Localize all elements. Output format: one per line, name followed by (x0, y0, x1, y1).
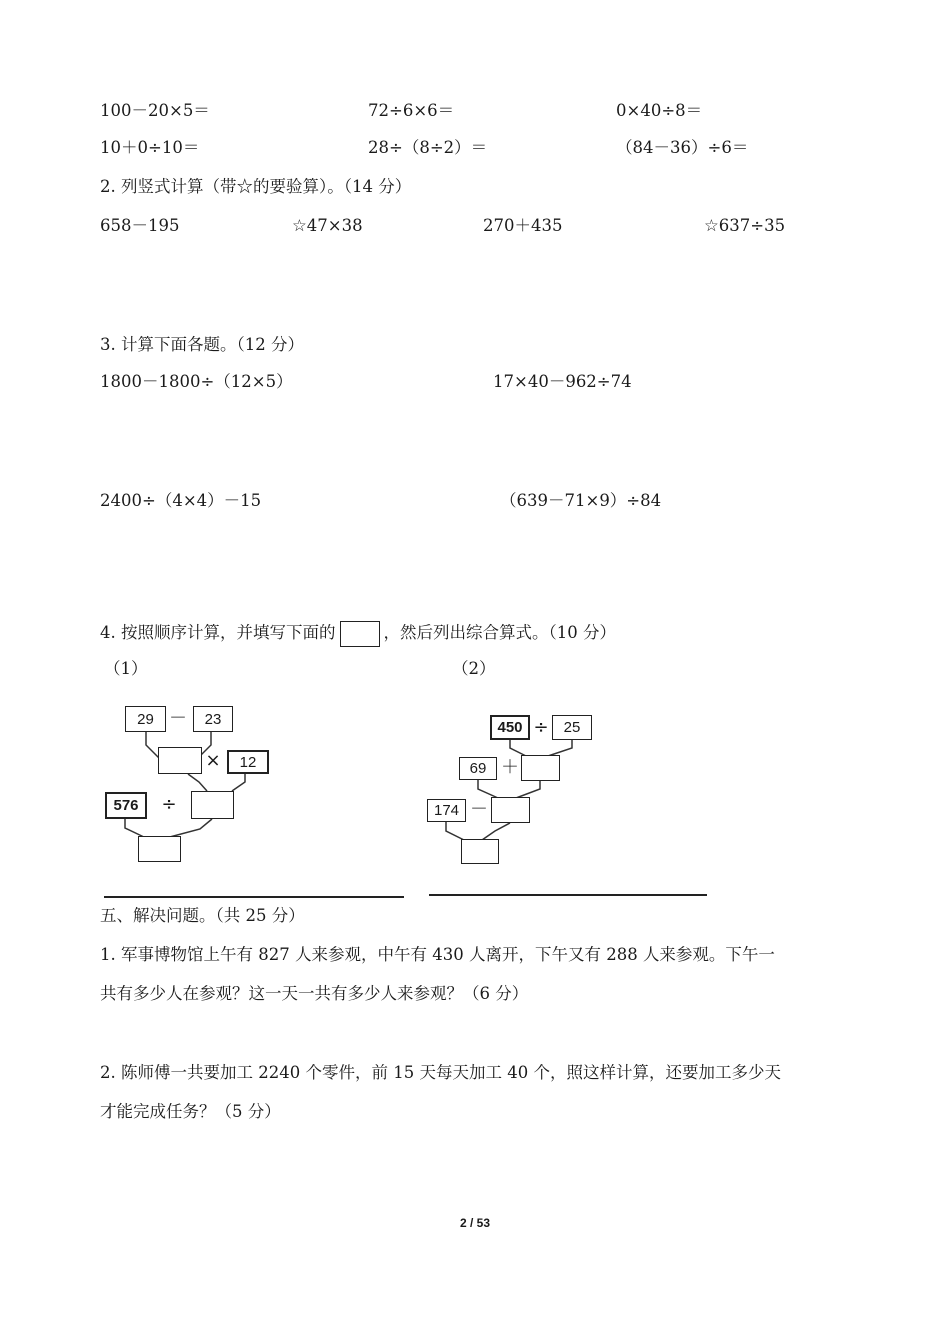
diagram2-op-divide: ÷ (533, 717, 549, 738)
problem1-line2: 共有多少人在参观？这一天一共有多少人来参观？（6 分） (100, 984, 529, 1003)
diagram1-answer-1[interactable] (158, 747, 202, 774)
q4-title-after: ，然后列出综合算式。（10 分） (383, 623, 616, 642)
oral-expr: 100－20×5＝ (100, 101, 210, 120)
problem2-line1: 2. 陈师傅一共要加工 2240 个零件，前 15 天每天加工 40 个，照这样计算，还要加工多少天 (100, 1063, 781, 1082)
q2-item: 658－195 (100, 216, 180, 235)
page-number: 2 / 53 (459, 1216, 491, 1230)
diagram1-op-times: × (205, 750, 221, 771)
q4-label-2: （2） (452, 659, 496, 678)
diagram1-box-d: 576 (105, 792, 147, 819)
diagram2-answer-1[interactable] (521, 755, 560, 781)
q4-label-1: （1） (104, 659, 148, 678)
oral-expr: 10＋0÷10＝ (100, 138, 200, 157)
diagram1-answer-2[interactable] (191, 791, 234, 819)
problem1-line1: 1. 军事博物馆上午有 827 人来参观，中午有 430 人离开，下午又有 288 人来参观。下午一 (100, 945, 775, 964)
diagram1-op-divide: ÷ (161, 794, 177, 815)
section5-title: 五、解决问题。（共 25 分） (100, 906, 305, 925)
diagram2-box-b: 25 (552, 715, 592, 740)
diagram2-box-a: 450 (490, 715, 530, 740)
diagram1-box-c: 12 (227, 750, 269, 774)
q3-title: 3. 计算下面各题。（12 分） (100, 335, 304, 354)
diagram1-op-minus: － (169, 708, 187, 729)
oral-expr: （84－36）÷6＝ (616, 138, 749, 157)
diagram2-op-plus: ＋ (501, 757, 519, 778)
q3-item: 17×40－962÷74 (493, 372, 632, 391)
q2-item: ☆637÷35 (704, 216, 786, 235)
q2-title: 2. 列竖式计算（带☆的要验算）。（14 分） (100, 177, 412, 196)
diagram2-answer-3[interactable] (461, 839, 499, 864)
diagram1-box-b: 23 (193, 706, 233, 732)
q3-item: 2400÷（4×4）－15 (100, 491, 262, 510)
q3-item: （639－71×9）÷84 (500, 491, 662, 510)
q4-title-before: 4. 按照顺序计算，并填写下面的 (100, 623, 336, 642)
diagram2-answer-2[interactable] (491, 797, 530, 823)
problem2-line2: 才能完成任务？（5 分） (100, 1102, 281, 1121)
oral-expr: 0×40÷8＝ (616, 101, 703, 120)
oral-expr: 28÷（8÷2）＝ (368, 138, 488, 157)
diagram1-box-a: 29 (125, 706, 166, 732)
q2-item: 270＋435 (483, 216, 563, 235)
diagram2-box-c: 69 (459, 757, 497, 780)
oral-expr: 72÷6×6＝ (368, 101, 455, 120)
diagram1-answer-3[interactable] (138, 836, 181, 862)
diagram2-op-minus: － (470, 799, 488, 820)
q2-item: ☆47×38 (292, 216, 363, 235)
q3-item: 1800－1800÷（12×5） (100, 372, 293, 391)
diagram2-box-d: 174 (427, 799, 466, 822)
